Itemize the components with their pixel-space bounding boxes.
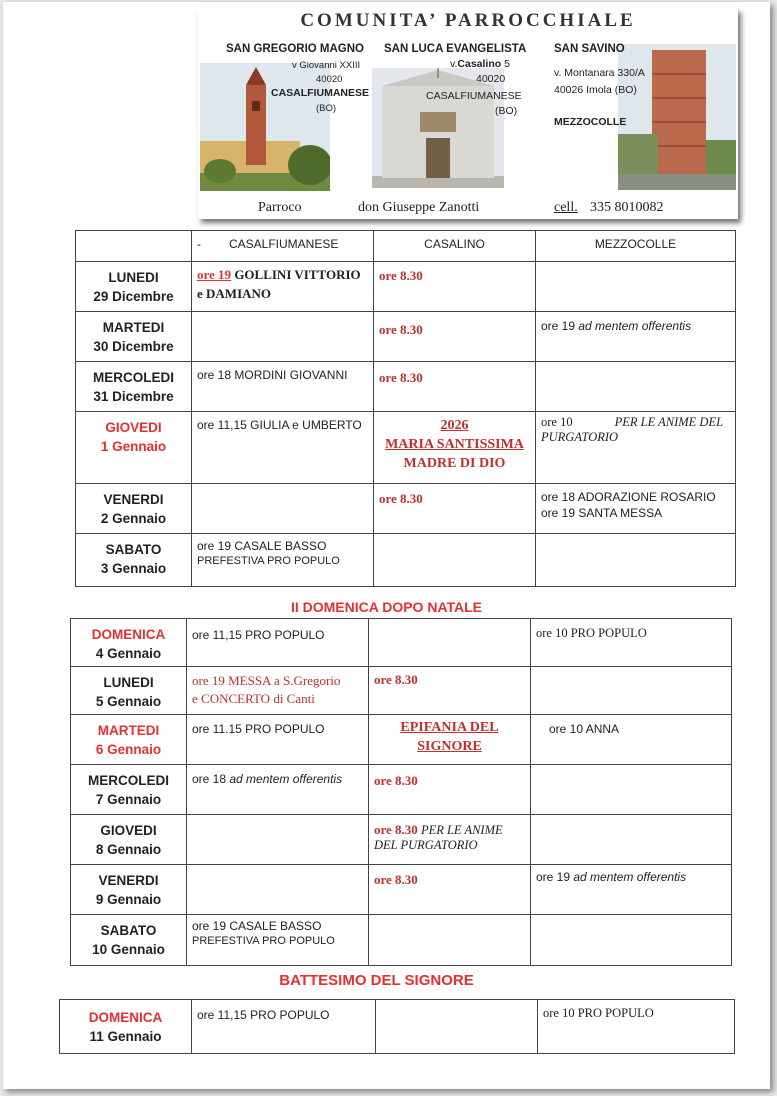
mezzocolle-cell: ore 10 PRO POPULO [531,619,732,667]
mezzocolle-cell: ore 10 PRO POPULO [538,1000,735,1054]
day-cell [71,619,187,667]
day-name: MARTEDI [97,723,160,738]
day-date: 9 Gennaio [95,892,162,907]
document-page [3,2,770,1089]
day-cell [71,765,187,815]
feast-subtitle: SIGNORE [417,739,482,754]
parish1-name: SAN GREGORIO MAGNO [226,43,365,55]
san-gregorio-church-photo [200,63,330,191]
mass-time: ore 19 [197,267,232,282]
table-row [71,865,732,915]
casalino-cell: ore 8.30 [369,765,531,815]
casalino-cell [376,1000,538,1054]
parish3-address: v. Montanara 330/A [554,67,645,79]
day-name: DOMENICA [91,627,166,642]
parish3-cap-town: 40026 Imola (BO) [554,84,637,96]
mezzocolle-cell [531,865,732,915]
day-date: 6 Gennaio [95,742,162,757]
casalfiumanese-cell [192,312,374,362]
day-date: 4 Gennaio [95,646,162,661]
schedule-table-week1 [75,230,736,587]
casalfiumanese-cell [192,262,374,312]
table-row [76,262,736,312]
day-date: 29 Dicembre [93,289,174,304]
casalino-cell: ore 8.30 [369,865,531,915]
day-name: DOMENICA [88,1010,163,1025]
day-cell [71,815,187,865]
mass-line: ore 19 MESSA a S.Gregorio [192,673,341,688]
table-row [76,484,736,534]
casalfiumanese-cell [187,667,369,715]
table-row [71,915,732,966]
parish1-address: v Giovanni XXIII [292,60,361,71]
casalino-cell: ore 8.30 [374,312,536,362]
header-title: COMUNITA’ PARROCCHIALE [300,10,636,31]
mass-intention: GOLLINI VITTORIO e DAMIANO [197,267,361,301]
day-cell [71,715,187,765]
cell-label: cell. [554,200,578,215]
day-date: 3 Gennaio [100,561,167,576]
priest-bar [198,196,738,219]
parish2-address [450,58,510,70]
mass-intention: ad mentem offerentis [229,772,343,786]
mezzocolle-cell [536,484,736,534]
day-name: SABATO [100,923,157,938]
day-date: 11 Gennaio [89,1029,162,1044]
table-row [60,1000,735,1054]
casalfiumanese-cell [192,484,374,534]
san-luca-church-photo [372,68,504,188]
day-name: MERCOLEDI [88,773,169,788]
mass-intention: PER LE ANIME DEL PURGATORIO [374,823,503,852]
header-casalino: CASALINO [374,231,536,262]
day-date: 5 Gennaio [95,694,162,709]
mezzocolle-cell [531,765,732,815]
table-row [71,765,732,815]
casalfiumanese-cell: ore 11,15 PRO POPULO [187,619,369,667]
priest-name: don Giuseppe Zanotti [358,200,480,215]
casalfiumanese-cell [187,915,369,966]
parish-header [198,8,738,219]
casalfiumanese-cell: ore 18 MORDINI GIOVANNI [192,362,374,412]
table-row [71,715,732,765]
mass-intention: ad mentem offerentis [573,870,687,884]
casalfiumanese-cell [187,865,369,915]
day-date: 2 Gennaio [100,511,167,526]
day-name: LUNEDI [108,270,159,285]
mass-line: ore 19 SANTA MESSA [541,506,663,520]
schedule-table-week3 [59,999,735,1054]
mass-line: ore 19 CASALE BASSO [192,919,322,933]
section-title-1: II DOMENICA DOPO NATALE [290,599,483,615]
day-name: LUNEDI [103,675,154,690]
day-cell [60,1000,192,1054]
day-name: MERCOLEDI [93,370,174,385]
casalino-cell [369,619,531,667]
casalino-cell: ore 8.30 [374,262,536,312]
mezzocolle-cell: ore 10 ANNA [531,715,732,765]
mass-line: PREFESTIVA PRO POPULO [192,935,335,947]
table-row [71,667,732,715]
day-date: 30 Dicembre [93,339,174,354]
day-cell [76,484,192,534]
day-cell [76,534,192,587]
parish2-prov: (BO) [495,105,518,117]
mass-time: ore 10 [541,415,573,429]
parish1-town: CASALFIUMANESE [271,87,370,99]
day-cell [76,262,192,312]
schedule-table-week2 [70,618,732,966]
mass-time: ore 18 [192,772,230,786]
mass-time: ore 8.30 [374,822,418,837]
mass-time: ore 19 [541,319,579,333]
casalino-cell: ore 8.30 [374,484,536,534]
casalfiumanese-cell [187,815,369,865]
day-date: 10 Gennaio [92,942,165,957]
mezzocolle-cell [536,262,736,312]
feast-title: EPIFANIA DEL [400,720,499,735]
parish2-addr-num: 5 [504,58,510,70]
header-casalfiumanese-label: CASALFIUMANESE [229,237,339,251]
day-date: 31 Dicembre [93,389,174,404]
header-empty-cell [76,231,192,262]
casalfiumanese-cell [187,765,369,815]
feast-subtitle: MADRE DI DIO [403,456,506,471]
mass-line: PREFESTIVA PRO POPULO [197,555,340,567]
day-name: SABATO [105,542,162,557]
day-name: MARTEDI [102,320,165,335]
day-date: 8 Gennaio [95,842,162,857]
parish2-cap: 40020 [476,73,506,85]
casalino-cell [369,715,531,765]
casalfiumanese-cell: ore 11,15 PRO POPULO [192,1000,376,1054]
parish2-addr-street: Casalino [457,58,502,70]
header-dash: - [197,237,201,251]
mezzocolle-cell [531,815,732,865]
feast-title: MARIA SANTISSIMA [385,437,524,452]
day-cell [76,312,192,362]
day-name: GIOVEDI [100,823,157,838]
mass-time: ore 19 [536,870,574,884]
table-row [76,412,736,484]
parish3-label: MEZZOCOLLE [554,116,627,128]
day-name: GIOVEDI [105,420,162,435]
parish1-cap: 40020 [316,74,343,85]
parish2-town: CASALFIUMANESE [426,90,522,102]
parish2-name: SAN LUCA EVANGELISTA [384,43,527,55]
day-cell [71,865,187,915]
table-row [71,619,732,667]
casalfiumanese-cell: ore 11.15 PRO POPULO [187,715,369,765]
cell-number: 335 8010082 [590,200,664,215]
mezzocolle-cell [536,412,736,484]
mass-line: ore 18 ADORAZIONE ROSARIO [541,490,716,504]
mass-line: ore 19 CASALE BASSO [197,539,327,553]
header-mezzocolle: MEZZOCOLLE [536,231,736,262]
table-row [76,362,736,412]
day-cell [76,412,192,484]
casalino-cell: ore 8.30 [369,667,531,715]
casalino-cell: ore 8.30 [374,362,536,412]
feast-year: 2026 [440,418,469,433]
priest-role: Parroco [258,200,302,215]
day-cell [71,667,187,715]
mass-intention: PER LE ANIME DEL PURGATORIO [541,415,723,444]
day-cell [76,362,192,412]
day-name: VENERDI [103,492,164,507]
mezzocolle-cell [536,312,736,362]
day-date: 1 Gennaio [100,439,167,454]
san-savino-church-photo [618,44,736,190]
day-date: 7 Gennaio [95,792,162,807]
section-title-2: BATTESIMO DEL SIGNORE [279,972,474,989]
table-row [76,312,736,362]
parish1-prov: (BO) [316,103,337,114]
day-name: VENERDI [98,873,159,888]
parish3-name: SAN SAVINO [554,43,625,55]
casalino-cell [374,534,536,587]
casalino-cell [369,915,531,966]
table-row [76,534,736,587]
mezzocolle-cell [536,362,736,412]
mezzocolle-cell [531,915,732,966]
casalfiumanese-cell: ore 11,15 GIULIA e UMBERTO [192,412,374,484]
parish2-addr-prefix: v. [450,58,458,70]
day-cell [71,915,187,966]
mezzocolle-cell [536,534,736,587]
casalino-cell [374,412,536,484]
table-row [71,815,732,865]
table-header-row [76,231,736,262]
mass-intention: ad mentem offerentis [578,319,692,333]
mezzocolle-cell [531,667,732,715]
casalfiumanese-cell [192,534,374,587]
header-casalfiumanese [192,231,374,262]
casalino-cell [369,815,531,865]
mass-line: e CONCERTO di Canti [192,691,315,706]
